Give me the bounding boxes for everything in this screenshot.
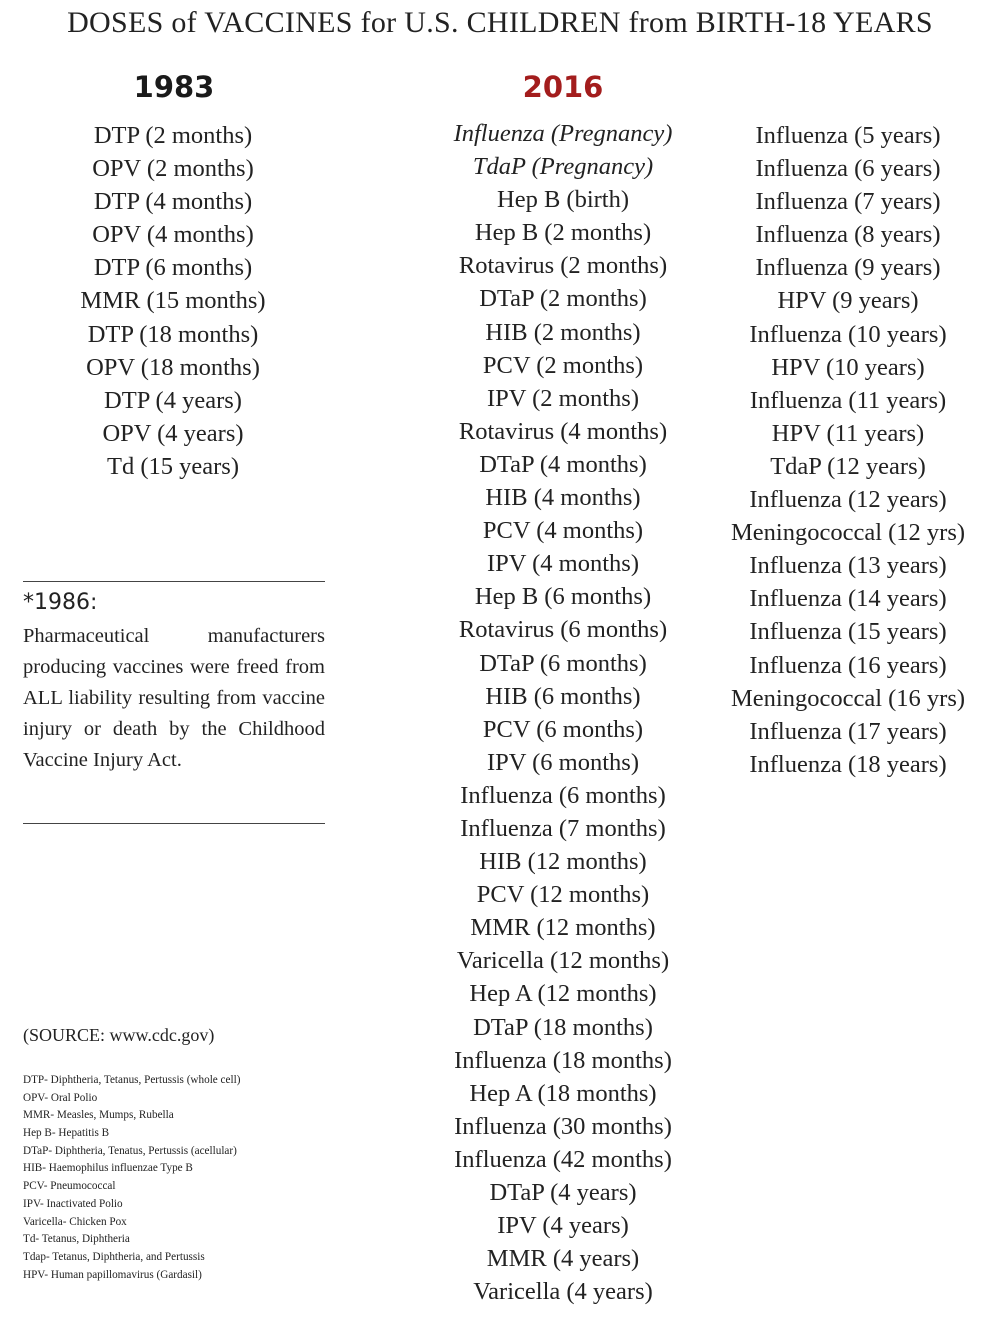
glossary-item: OPV- Oral Polio (23, 1091, 98, 1104)
dose-item: Influenza (5 years) (755, 122, 941, 149)
dose-item: Influenza (16 years) (749, 651, 947, 679)
dose-item: Hep A (12 months) (469, 980, 657, 1008)
dose-item: OPV (18 months) (86, 353, 260, 381)
dose-item: Influenza (8 years) (755, 221, 941, 249)
dose-item: Influenza (30 months) (454, 1112, 672, 1140)
page-title: DOSES of VACCINES for U.S. CHILDREN from BIRTH-18 YEARS (67, 6, 933, 39)
source-citation: (SOURCE: www.cdc.gov) (23, 1025, 215, 1045)
abbreviation-glossary (23, 1072, 240, 1284)
dose-item: PCV (4 months) (482, 517, 644, 545)
glossary-item: Tdap- Tetanus, Diphtheria, and Pertussis (23, 1250, 205, 1263)
note-body: Pharmaceutical manufacturers producing vaccines were freed from ALL liability resulting from vaccine injury or death by the Childhood Vaccine Injury Act. (23, 625, 325, 771)
glossary-item: HPV- Human papillomavirus (Gardasil) (23, 1268, 202, 1281)
dose-item: Meningococcal (16 yrs) (730, 684, 966, 712)
glossary-item: Td- Tetanus, Diphtheria (23, 1233, 130, 1246)
dose-item: Influenza (13 years) (749, 552, 947, 580)
dose-item: OPV (4 months) (92, 221, 254, 249)
dose-item: Hep A (18 months) (469, 1079, 657, 1107)
dose-item: Rotavirus (4 months) (458, 417, 668, 445)
dose-item: Influenza (9 years) (755, 254, 941, 282)
dose-item: DTaP (6 months) (479, 649, 647, 677)
dose-item: OPV (4 years) (102, 419, 244, 447)
dose-item: Varicella (12 months) (456, 947, 670, 975)
heading-2016: 2016 (522, 70, 604, 104)
dose-item: PCV (6 months) (482, 715, 644, 743)
dose-item: PCV (2 months) (482, 351, 644, 379)
dose-item: Meningococcal (12 yrs) (730, 519, 966, 547)
dose-item: MMR (15 months) (80, 287, 266, 315)
dose-item: PCV (12 months) (476, 881, 650, 909)
dose-item: HPV (10 years) (771, 353, 925, 381)
heading-1983: 1983 (133, 70, 215, 104)
dose-item: Influenza (7 years) (755, 188, 941, 216)
dose-item: DTP (6 months) (93, 254, 253, 282)
glossary-item: DTaP- Diphtheria, Tenatus, Pertussis (acellular) (23, 1144, 237, 1157)
glossary-item: MMR- Measles, Mumps, Rubella (23, 1109, 174, 1122)
dose-item: DTP (4 months) (93, 188, 253, 216)
dose-item: DTaP (18 months) (473, 1013, 653, 1041)
glossary-item: PCV- Pneumococcal (23, 1180, 116, 1193)
dose-item: Influenza (18 years) (749, 750, 947, 778)
dose-item: Td (15 years) (107, 452, 239, 480)
dose-item: Influenza (12 years) (749, 486, 947, 514)
note-divider-top (23, 581, 325, 582)
dose-item: Influenza (14 years) (749, 585, 947, 613)
dose-item: Influenza (7 months) (460, 814, 666, 842)
dose-item: HIB (12 months) (479, 848, 647, 876)
dose-item: MMR (4 years) (486, 1245, 640, 1273)
dose-item: OPV (2 months) (92, 155, 254, 183)
dose-item: TdaP (Pregnancy) (472, 153, 654, 181)
glossary-item: DTP- Diphtheria, Tetanus, Pertussis (whole cell) (23, 1074, 241, 1086)
dose-item: DTP (18 months) (87, 320, 259, 348)
dose-item: TdaP (12 years) (770, 452, 926, 480)
dose-item: HIB (2 months) (485, 318, 641, 346)
dose-item: Influenza (Pregnancy) (453, 120, 673, 147)
dose-item: IPV (2 months) (486, 384, 639, 412)
dose-item: HPV (9 years) (777, 287, 919, 315)
dose-item: Influenza (6 years) (755, 155, 941, 183)
dose-item: MMR (12 months) (470, 914, 656, 942)
dose-item: DTaP (2 months) (479, 285, 647, 313)
dose-item: Hep B (6 months) (474, 583, 652, 611)
dose-item: Varicella (4 years) (473, 1278, 653, 1306)
dose-item: HPV (11 years) (771, 419, 925, 447)
dose-item: Influenza (42 months) (454, 1145, 672, 1173)
note-divider-bottom (23, 823, 325, 824)
dose-item: Influenza (10 years) (749, 320, 947, 348)
dose-list-2016 (413, 117, 713, 1308)
dose-item: Influenza (11 years) (749, 386, 947, 414)
dose-item: Hep B (birth) (497, 186, 629, 214)
note-heading: *1986: (23, 590, 98, 615)
dose-item: HIB (4 months) (485, 484, 641, 512)
dose-list-2016-continued (700, 119, 996, 781)
glossary-item: IPV- Inactivated Polio (23, 1197, 123, 1210)
dose-item: Influenza (15 years) (749, 618, 947, 646)
dose-item: DTP (2 months) (93, 122, 253, 149)
dose-item: Influenza (6 months) (460, 781, 666, 809)
dose-item: DTaP (4 years) (489, 1179, 637, 1206)
dose-item: DTaP (4 months) (479, 450, 647, 478)
dose-item: DTP (4 years) (104, 386, 242, 414)
glossary-item: Varicella- Chicken Pox (23, 1215, 127, 1228)
dose-item: Rotavirus (6 months) (458, 616, 668, 644)
dose-item: Hep B (2 months) (474, 219, 652, 247)
glossary-item: HIB- Haemophilus influenzae Type B (23, 1162, 193, 1175)
glossary-item: Hep B- Hepatitis B (23, 1127, 110, 1140)
dose-item: IPV (6 months) (486, 748, 639, 776)
dose-item: Rotavirus (2 months) (458, 252, 668, 280)
dose-item: IPV (4 months) (486, 550, 639, 578)
dose-item: Influenza (17 years) (749, 717, 947, 745)
dose-item: IPV (4 years) (497, 1212, 629, 1240)
dose-item: Influenza (18 months) (454, 1046, 672, 1074)
dose-list-1983 (20, 119, 326, 483)
dose-item: HIB (6 months) (485, 682, 641, 710)
